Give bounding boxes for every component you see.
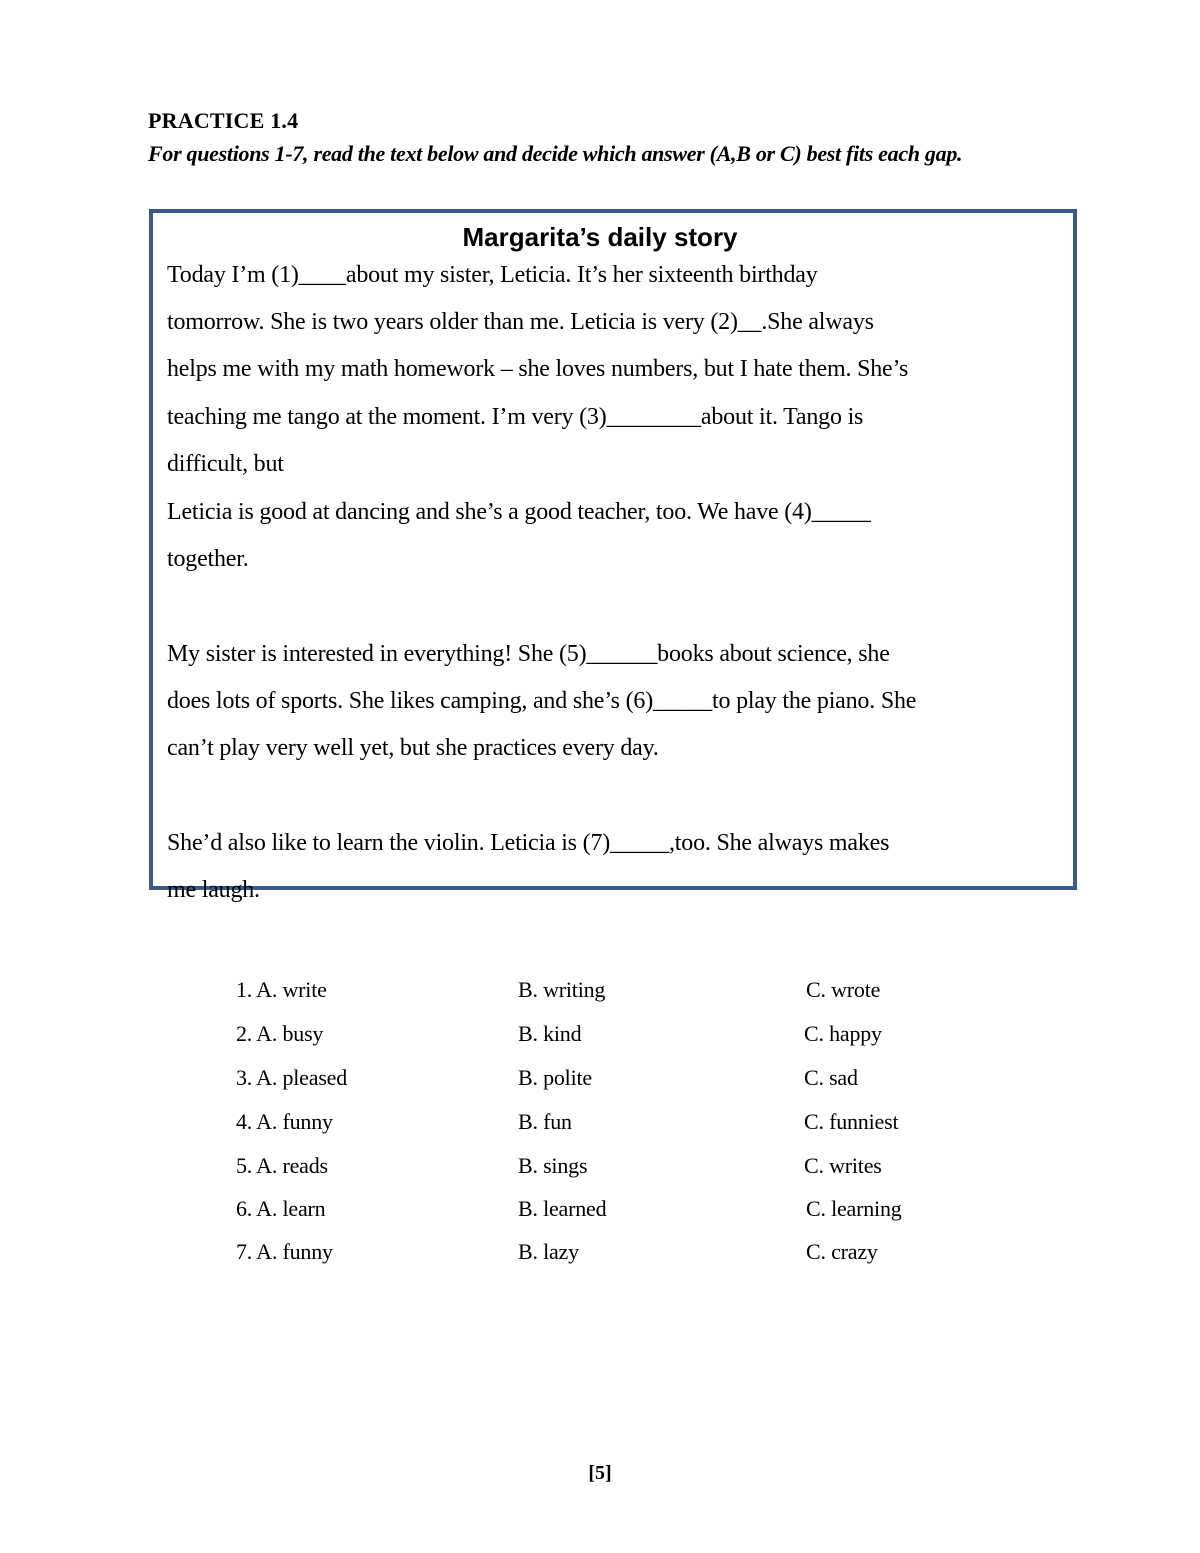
option-b-6: B. learned xyxy=(518,1196,607,1221)
story-line: Today I’m (1)____about my sister, Leticia. It’s her sixteenth birthday xyxy=(167,262,818,288)
option-c-5: C. writes xyxy=(804,1153,882,1178)
instructions: For questions 1-7, read the text below and decide which answer (A,B or C) best fits each gap. xyxy=(148,141,963,166)
page-number: [5] xyxy=(588,1462,612,1484)
story-line: My sister is interested in everything! She (5)______books about science, she xyxy=(167,641,890,667)
option-a-6: 6. A. learn xyxy=(236,1196,326,1221)
option-c-6: C. learning xyxy=(806,1196,902,1221)
story-title: Margarita’s daily story xyxy=(462,222,738,252)
option-b-7: B. lazy xyxy=(518,1239,579,1264)
option-c-4: C. funniest xyxy=(804,1109,899,1134)
option-a-1: 1. A. write xyxy=(236,977,327,1002)
story-line: tomorrow. She is two years older than me. Leticia is very (2)__.She always xyxy=(167,309,874,335)
option-a-3: 3. A. pleased xyxy=(236,1065,348,1090)
option-c-1: C. wrote xyxy=(806,977,881,1002)
option-a-2: 2. A. busy xyxy=(236,1021,324,1046)
story-line: teaching me tango at the moment. I’m very (3)________about it. Tango is xyxy=(167,404,864,430)
practice-heading: PRACTICE 1.4 xyxy=(148,108,299,133)
option-a-5: 5. A. reads xyxy=(236,1153,328,1178)
option-a-7: 7. A. funny xyxy=(236,1239,333,1264)
story-line: Leticia is good at dancing and she’s a good teacher, too. We have (4)_____ xyxy=(167,499,871,525)
story-line: difficult, but xyxy=(167,451,284,477)
story-line: She’d also like to learn the violin. Leticia is (7)_____,too. She always makes xyxy=(167,830,890,856)
story-line: can’t play very well yet, but she practices every day. xyxy=(167,735,659,761)
option-c-7: C. crazy xyxy=(806,1239,878,1264)
story-line: me laugh. xyxy=(167,877,260,903)
story-line: does lots of sports. She likes camping, and she’s (6)_____to play the piano. She xyxy=(167,688,917,714)
story-line: helps me with my math homework – she loves numbers, but I hate them. She’s xyxy=(167,356,909,382)
option-a-4: 4. A. funny xyxy=(236,1109,333,1134)
option-b-3: B. polite xyxy=(518,1065,592,1090)
option-b-5: B. sings xyxy=(518,1153,588,1178)
option-c-3: C. sad xyxy=(804,1065,858,1090)
option-b-4: B. fun xyxy=(518,1109,572,1134)
story-line: together. xyxy=(167,546,249,572)
option-b-2: B. kind xyxy=(518,1021,582,1046)
option-b-1: B. writing xyxy=(518,977,606,1002)
option-c-2: C. happy xyxy=(804,1021,882,1046)
